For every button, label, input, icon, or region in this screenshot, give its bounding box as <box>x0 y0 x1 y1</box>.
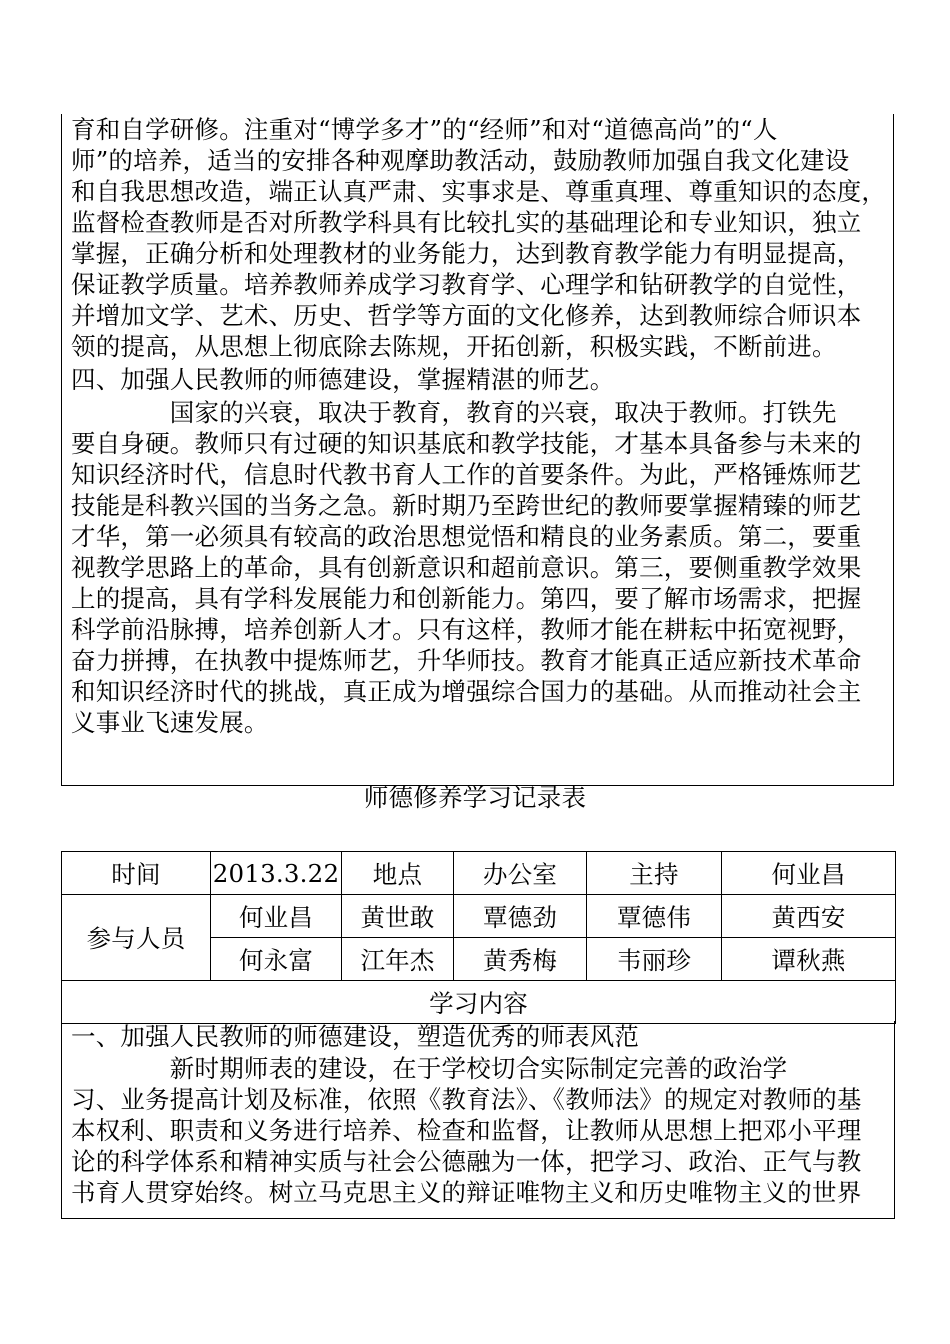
participant-name: 覃德劲 <box>454 895 587 938</box>
text-line: 监督检查教师是否对所教学科具有比较扎实的基础理论和专业知识，独立 <box>71 208 862 237</box>
text-line: 保证教学质量。培养教师养成学习教育学、心理学和钻研教学的自觉性， <box>71 270 862 299</box>
text-line: 奋力拼搏，在执教中提炼师艺，升华师技。教育才能真正适应新技术革命 <box>71 646 862 675</box>
text-line: 科学前沿脉搏，培养创新人才。只有这样，教师才能在耕耘中拓宽视野， <box>71 615 862 644</box>
participant-name: 黄世敢 <box>342 895 454 938</box>
place-value: 办公室 <box>454 852 587 895</box>
record-table <box>61 851 896 1024</box>
participant-name: 谭秋燕 <box>722 938 896 981</box>
meta-row <box>62 852 896 895</box>
participant-name: 何业昌 <box>211 895 342 938</box>
text-line: 书育人贯穿始终。树立马克思主义的辩证唯物主义和历史唯物主义的世界 <box>71 1178 862 1207</box>
place-label: 地点 <box>342 852 454 895</box>
content-header-row <box>62 981 896 1024</box>
participant-name: 何永富 <box>211 938 342 981</box>
text-line: 上的提高，具有学科发展能力和创新能力。第四，要了解市场需求，把握 <box>71 584 862 613</box>
time-label: 时间 <box>62 852 211 895</box>
participants-row <box>62 895 896 938</box>
text-line: 师”的培养，适当的安排各种观摩助教活动，鼓励教师加强自我文化建设 <box>71 146 850 175</box>
host-value: 何业昌 <box>722 852 896 895</box>
section-heading: 一、加强人民教师的师德建设，塑造优秀的师表风范 <box>71 1022 640 1051</box>
host-label: 主持 <box>587 852 722 895</box>
text-line: 新时期师表的建设，在于学校切合实际制定完善的政治学 <box>71 1054 788 1083</box>
time-value: 2013.3.22 <box>211 852 342 895</box>
text-line: 要自身硬。教师只有过硬的知识基底和教学技能，才基本具备参与未来的 <box>71 429 862 458</box>
section-heading: 四、加强人民教师的师德建设，掌握精湛的师艺。 <box>71 365 615 394</box>
participant-name: 覃德伟 <box>587 895 722 938</box>
text-line: 习、业务提高计划及标准，依照《教育法》、《教师法》的规定对教师的基 <box>71 1085 862 1114</box>
text-line: 论的科学体系和精神实质与社会公德融为一体，把学习、政治、正气与教 <box>71 1147 862 1176</box>
text-line: 育和自学研修。注重对“博学多才”的“经师”和对“道德高尚”的“人 <box>71 115 778 144</box>
text-line: 义事业飞速发展。 <box>71 708 269 737</box>
form-title: 师德修养学习记录表 <box>363 783 587 812</box>
participant-name: 韦丽珍 <box>587 938 722 981</box>
study-content-box <box>61 1021 895 1219</box>
previous-content-box <box>61 114 894 786</box>
text-line: 掌握，正确分析和处理教材的业务能力，达到教育教学能力有明显提高， <box>71 239 862 268</box>
text-line: 国家的兴衰，取决于教育，教育的兴衰，取决于教师。打铁先 <box>71 398 837 427</box>
participant-name: 黄秀梅 <box>454 938 587 981</box>
text-line: 才华，第一必须具有较高的政治思想觉悟和精良的业务素质。第二，要重 <box>71 522 862 551</box>
text-line: 和知识经济时代的挑战，真正成为增强综合国力的基础。从而推动社会主 <box>71 677 862 706</box>
text-line: 并增加文学、艺术、历史、哲学等方面的文化修养，达到教师综合师识本 <box>71 301 862 330</box>
text-line: 本权利、职责和义务进行培养、检查和监督，让教师从思想上把邓小平理 <box>71 1116 862 1145</box>
text-line: 视教学思路上的革命，具有创新意识和超前意识。第三，要侧重教学效果 <box>71 553 862 582</box>
participant-name: 江年杰 <box>342 938 454 981</box>
text-line: 和自我思想改造，端正认真严肃、实事求是、尊重真理、尊重知识的态度， <box>71 177 887 206</box>
content-label: 学习内容 <box>62 981 896 1024</box>
text-line: 知识经济时代，信息时代教书育人工作的首要条件。为此，严格锤炼师艺 <box>71 460 862 489</box>
text-line: 技能是科教兴国的当务之急。新时期乃至跨世纪的教师要掌握精臻的师艺 <box>71 491 862 520</box>
participant-name: 黄西安 <box>722 895 896 938</box>
participants-label: 参与人员 <box>62 895 211 981</box>
text-line: 领的提高，从思想上彻底除去陈规，开拓创新，积极实践，不断前进。 <box>71 332 837 361</box>
